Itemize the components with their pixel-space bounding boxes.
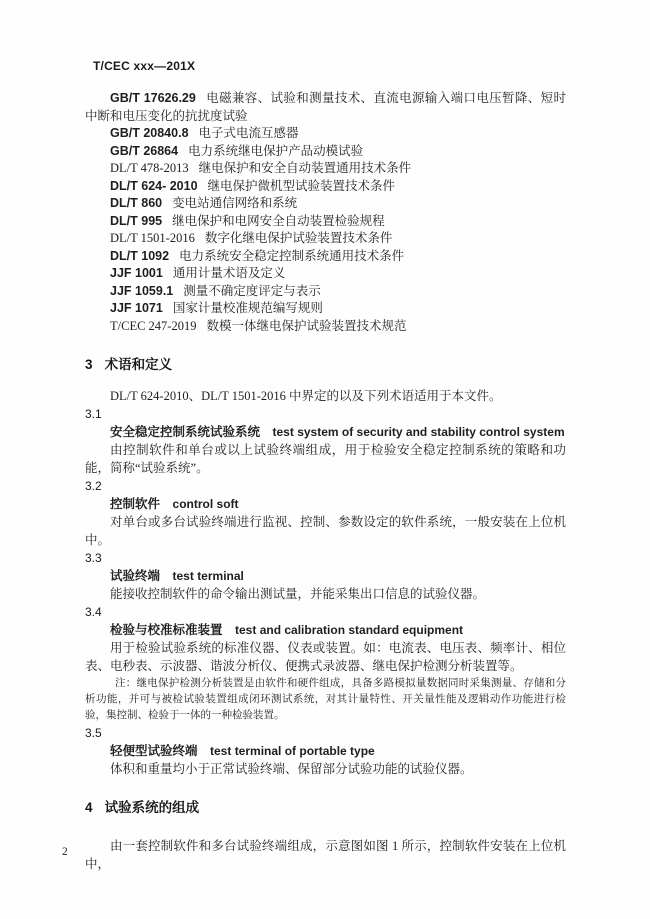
- section-3-intro: DL/T 624-2010、DL/T 1501-2016 中界定的以及下列术语适用于本文件。: [110, 389, 502, 403]
- reference-code: T/CEC 247-2019: [110, 318, 197, 333]
- reference-title: 继电保护和安全自动装置通用技术条件: [198, 161, 412, 175]
- references-list: [85, 90, 566, 335]
- reference-title: 数模一体继电保护试验装置技术规范: [206, 318, 407, 333]
- reference-title: 国家计量校准规范编写规则: [172, 301, 323, 315]
- reference-code: DL/T 1501-2016: [110, 231, 195, 245]
- page-content: [85, 90, 566, 873]
- reference-item: [85, 160, 566, 178]
- reference-item: [85, 230, 566, 248]
- term-definition: 用于检验试验系统的标准仪器、仪表或装置。如：电流表、电压表、频率计、相位表、电秒表、示波器、谐波分析仪、便携式录波器、继电保护检测分析装置等。: [85, 641, 566, 673]
- reference-item: [85, 318, 566, 336]
- reference-code: JJF 1001: [110, 266, 163, 280]
- reference-item: [85, 300, 566, 318]
- term-en: test system of security and stability control system: [272, 425, 565, 439]
- reference-item: [85, 213, 566, 231]
- term-zh: 控制软件: [110, 497, 161, 511]
- clause-number: 3.3: [85, 551, 102, 565]
- section-number: 4: [85, 800, 93, 815]
- reference-title: 电子式电流互感器: [198, 126, 299, 140]
- reference-item: [85, 195, 566, 213]
- section-title: 试验系统的组成: [104, 800, 200, 815]
- reference-code: GB/T 20840.8: [110, 126, 189, 140]
- term-en: test terminal of portable type: [210, 744, 375, 758]
- clause-number: 3.5: [85, 726, 102, 740]
- reference-item: [85, 90, 566, 125]
- reference-title: 电力系统继电保护产品动模试验: [188, 143, 364, 158]
- reference-title: 电磁兼容、试验和测量技术、直流电源输入端口电压暂降、短时中断和电压变化的抗扰度试验: [85, 91, 566, 123]
- reference-code: GB/T 26864: [110, 143, 179, 158]
- reference-item: [85, 283, 566, 301]
- reference-code: JJF 1059.1: [110, 283, 174, 298]
- term-line: [85, 567, 566, 585]
- reference-code: DL/T 995: [110, 213, 163, 228]
- reference-title: 继电保护和电网安全自动装置检验规程: [172, 213, 385, 228]
- reference-title: 继电保护微机型试验装置技术条件: [207, 178, 396, 193]
- section-4-paragraph: 由一套控制软件和多台试验终端组成，示意图如图 1 所示，控制软件安装在上位机中，: [85, 839, 566, 871]
- reference-code: DL/T 1092: [110, 248, 170, 263]
- reference-code: DL/T 478-2013: [110, 161, 189, 175]
- reference-code: GB/T 17626.29: [110, 91, 196, 105]
- term-definition: 能接收控制软件的命令输出测试量，并能采集出口信息的试验仪器。: [110, 587, 486, 601]
- reference-item: [85, 178, 566, 196]
- reference-item: [85, 125, 566, 143]
- document-header: T/CEC xxx—201X: [93, 59, 196, 73]
- term-en: test and calibration standard equipment: [235, 623, 464, 637]
- reference-code: DL/T 860: [110, 196, 163, 210]
- term-line: [85, 423, 566, 441]
- term-zh: 试验终端: [110, 569, 161, 583]
- clause-number: 3.1: [85, 407, 102, 421]
- reference-title: 测量不确定度评定与表示: [183, 283, 321, 298]
- term-block-3-3: [85, 549, 566, 603]
- term-definition: 对单台或多台试验终端进行监视、控制、参数设定的软件系统，一般安装在上位机中。: [85, 515, 566, 547]
- reference-item: [85, 265, 566, 283]
- section-3-heading: [85, 356, 566, 374]
- term-block-3-5: [85, 724, 566, 778]
- clause-number: 3.2: [85, 479, 102, 493]
- term-en: test terminal: [172, 569, 244, 583]
- term-block-3-2: [85, 477, 566, 549]
- reference-title: 通用计量术语及定义: [172, 266, 286, 280]
- term-line: [85, 495, 566, 513]
- section-4-heading: [85, 799, 566, 817]
- term-line: [85, 742, 566, 760]
- term-block-3-4: [85, 603, 566, 724]
- reference-title: 变电站通信网络和系统: [172, 196, 298, 210]
- reference-item: [85, 248, 566, 266]
- clause-number: 3.4: [85, 605, 102, 619]
- term-line: [85, 621, 566, 639]
- term-definition: 由控制软件和单台或以上试验终端组成，用于检验安全稳定控制系统的策略和功能，简称“试验系统”。: [85, 443, 566, 475]
- page-number: 2: [62, 846, 68, 858]
- term-note: 注：继电保护检测分析装置是由软件和硬件组成，具备多路模拟量数据同时采集测量、存储和分析功能，并可与被检试验装置组成闭环测试系统，对其计量特性、开关量性能及逻辑动作功能进行检验，集控制、检验于一体的一种检验装置。: [85, 678, 566, 721]
- reference-code: JJF 1071: [110, 301, 163, 315]
- reference-code: DL/T 624- 2010: [110, 178, 198, 193]
- term-zh: 检验与校准标准装置: [110, 623, 223, 637]
- reference-title: 数字化继电保护试验装置技术条件: [204, 231, 393, 245]
- reference-item: [85, 143, 566, 161]
- reference-title: 电力系统安全稳定控制系统通用技术条件: [179, 248, 405, 263]
- term-zh: 轻便型试验终端: [110, 744, 198, 758]
- term-zh: 安全稳定控制系统试验系统: [110, 425, 261, 439]
- term-definition: 体积和重量均小于正常试验终端、保留部分试验功能的试验仪器。: [110, 762, 473, 776]
- section-number: 3: [85, 357, 93, 372]
- term-block-3-1: [85, 405, 566, 477]
- section-title: 术语和定义: [104, 357, 173, 372]
- term-en: control soft: [172, 497, 239, 511]
